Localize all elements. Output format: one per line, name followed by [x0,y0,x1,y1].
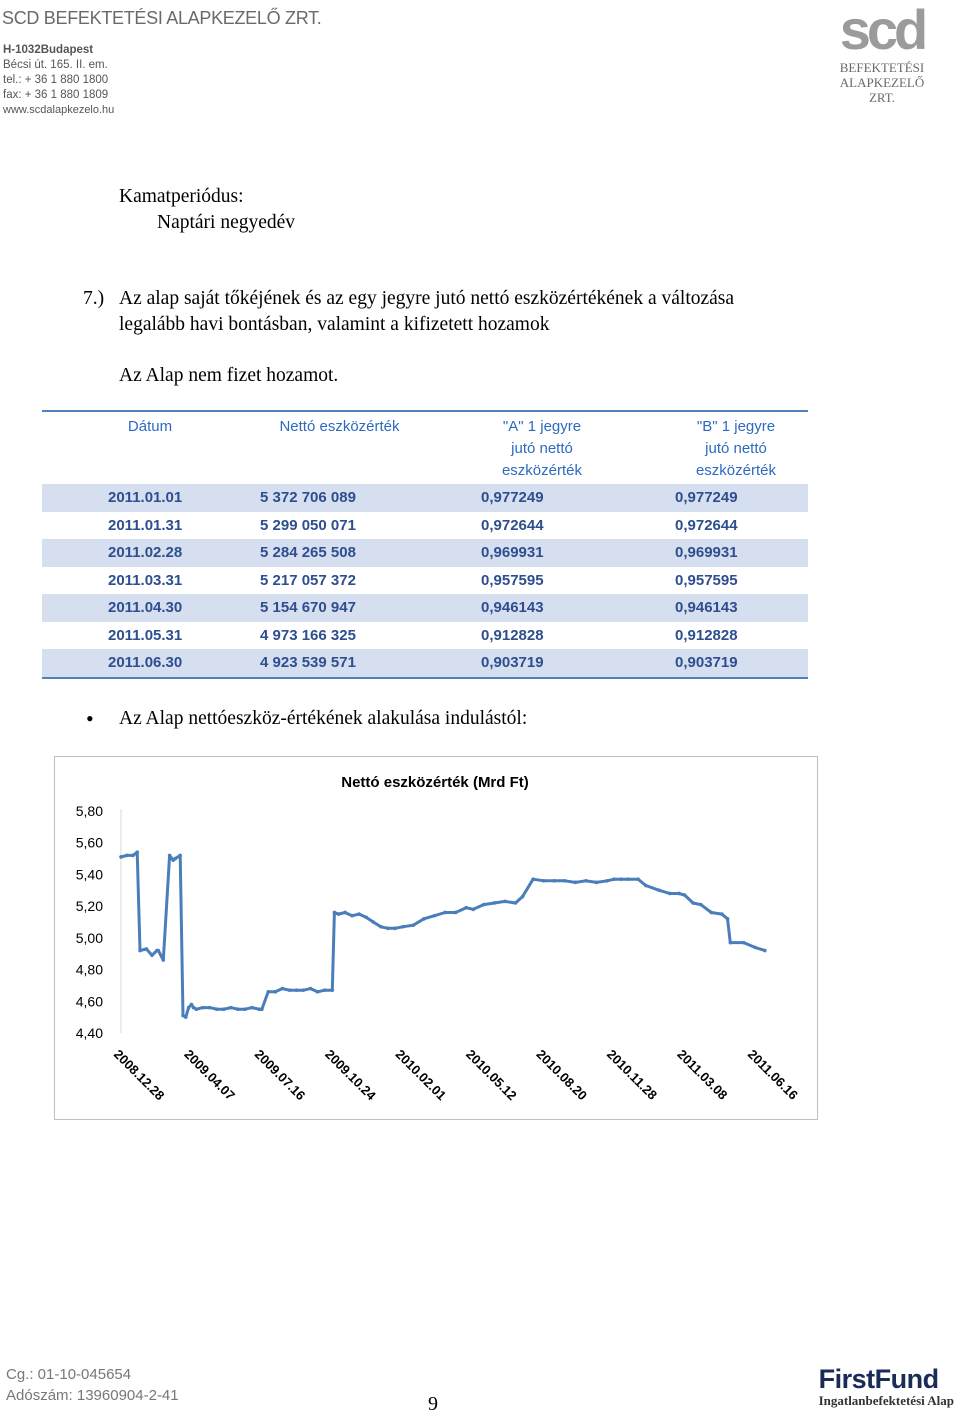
nav-data-point [691,901,695,905]
scd-logo-sub1: BEFEKTETÉSI [839,60,925,75]
x-tick-label: 2008.12.28 [110,1046,168,1104]
header-a-line3: eszközérték [501,462,583,479]
nav-data-point [503,900,507,904]
nav-data-point [412,923,416,927]
nav-data-point [260,1007,264,1011]
nav-table [42,410,808,679]
nav-data-point [184,1015,188,1019]
x-tick-label: 2009.07.16 [251,1046,309,1104]
cg-number: Cg.: 01-10-045654 [6,1366,132,1383]
nav-data-point [482,903,486,907]
table-cell: 2011.04.30 [108,599,183,616]
nav-data-point [454,911,458,915]
section-number: 7.) [83,288,105,309]
table-cell: 5 372 706 089 [260,489,356,506]
header-b-unit [666,416,806,482]
nav-data-point [464,906,468,910]
table-cell: 0,957595 [481,571,544,589]
table-header [42,410,808,484]
nav-data-point [584,879,588,883]
table-cell: 2011.01.01 [108,489,183,506]
section-heading-line2: legalább havi bontásban, valamint a kifizetett hozamok [119,314,550,335]
nav-data-point [386,927,390,931]
table-cell: 2011.01.31 [108,516,183,534]
kamat-label: Kamatperiódus: [119,186,244,207]
nav-data-point [742,941,746,945]
y-tick-label: 5,40 [75,866,103,883]
nav-data-point [295,988,299,992]
nav-data-point [125,854,129,858]
nav-data-point [605,879,609,883]
nav-data-point [157,949,161,953]
nav-data-point [145,947,149,951]
x-tick-label: 2009.04.07 [181,1046,238,1104]
firstfund-name: FirstFund [818,1364,939,1394]
nav-data-point [677,892,681,896]
table-row [42,594,808,622]
x-tick-label: 2011.03.08 [674,1046,731,1103]
header-date [90,416,210,438]
table-cell: 0,972644 [481,516,544,534]
phone-line: tel.: + 36 1 880 1800 [3,74,109,86]
table-cell: 5 154 670 947 [260,599,356,616]
table-cell: 0,977249 [481,489,544,506]
address-line: Bécsi út. 165. II. em. [3,59,108,71]
table-cell: 2011.05.31 [108,626,183,644]
nav-data-point [135,850,139,854]
nav-data-point [371,920,375,924]
header-b-line2: jutó nettó [705,440,767,457]
scd-logo-sub2: ALAPKEZELŐ ZRT. [839,75,925,105]
nav-data-point [401,925,405,929]
bullet-icon: • [86,706,94,731]
x-tick-label: 2011.06.16 [744,1046,801,1103]
nav-data-point [636,877,640,881]
nav-data-point [726,917,730,921]
table-cell: 5 217 057 372 [260,571,356,589]
table-row [42,649,808,679]
nav-data-point [514,901,518,905]
table-cell: 0,903719 [481,654,544,671]
table-cell: 0,969931 [481,544,544,561]
nav-data-point [288,988,292,992]
nav-data-point [763,949,767,953]
nav-data-point [542,879,546,883]
nav-data-point [323,988,327,992]
x-tick-label: 2010.02.01 [392,1046,450,1104]
table-cell: 0,912828 [675,626,738,644]
nav-data-point [531,877,535,881]
scd-logo [826,0,938,105]
header-b-line3: eszközérték [695,462,777,479]
page-number: 9 [428,1393,438,1415]
table-cell: 4 973 166 325 [260,626,356,644]
nav-data-point [710,911,714,915]
table-cell: 2011.06.30 [108,654,183,671]
nav-data-point [150,954,154,958]
nav-data-point [201,1006,205,1010]
nav-data-point [138,949,142,953]
firstfund-logo [819,1365,954,1409]
x-tick-label: 2009.10.24 [322,1046,379,1104]
x-tick-label: 2010.08.20 [533,1046,591,1104]
header-a-line1: "A" 1 jegyre [502,418,582,435]
nav-data-point [720,912,724,916]
nav-data-point [331,988,335,992]
header-a-line2: jutó nettó [511,440,573,457]
table-cell: 4 923 539 571 [260,654,356,671]
y-tick-label: 5,20 [75,898,103,915]
nav-data-point [729,941,733,945]
section-heading-line1: Az alap saját tőkéjének és az egy jegyre jutó nettó eszközértékének a változása [119,288,735,309]
table-cell: 0,903719 [675,654,738,671]
nav-data-point [422,917,426,921]
table-body [42,484,808,679]
nav-data-point [243,1007,247,1011]
table-cell: 5 284 265 508 [260,544,356,561]
y-tick-label: 5,00 [75,929,103,946]
nav-data-point [644,884,648,888]
y-tick-label: 5,80 [75,803,103,819]
nav-data-point [195,1007,199,1011]
table-cell: 2011.02.28 [108,544,183,561]
table-row [42,484,808,512]
x-tick-label: 2010.11.28 [603,1046,661,1103]
table-cell: 0,946143 [481,599,544,616]
nav-data-point [302,988,306,992]
x-ticks [111,1047,801,1104]
header-nav-text: Nettó eszközérték [279,418,400,435]
nav-data-point [229,1006,233,1010]
scd-logo-mark: scd [839,0,925,61]
nav-data-point [273,990,277,994]
header-date-text: Dátum [127,418,173,435]
table-row [42,567,808,595]
nav-data-point [119,855,123,859]
nav-data-point [161,958,165,962]
company-name: SCD BEFEKTETÉSI ALAPKEZELŐ ZRT. [2,8,322,28]
chart-intro: Az Alap nettóeszköz-értékének alakulása indulástól: [119,708,528,729]
y-tick-label: 4,60 [75,993,103,1010]
nav-data-point [699,903,703,907]
nav-data-point [168,854,172,858]
nav-data-point [552,879,556,883]
website-link[interactable]: www.scdalapkezelo.hu [3,104,115,116]
header-nav [262,416,417,438]
nav-data-point [337,912,341,916]
nav-data-point [316,990,320,994]
nav-data-point [595,881,599,885]
nav-data-point [433,914,437,918]
chart-title: Nettó eszközérték (Mrd Ft) [341,774,529,791]
nav-data-point [668,892,672,896]
table-cell: 0,972644 [675,516,738,534]
nav-series-line [121,852,765,1017]
nav-data-point [208,1006,212,1010]
address-line: H-1032Budapest [3,44,94,56]
nav-data-point [471,908,475,912]
x-tick-label: 2010.05.12 [463,1046,520,1104]
nav-data-point [357,912,361,916]
nav-data-point [187,1006,191,1010]
nav-data-point [379,925,383,929]
fax-line: fax: + 36 1 880 1809 [3,89,109,101]
nav-data-point [236,1007,240,1011]
nav-data-point [281,987,285,991]
nav-data-point [364,915,368,919]
y-tick-label: 5,60 [75,834,103,851]
table-row [42,512,808,540]
nav-chart [54,756,818,1120]
nav-data-point [215,1007,219,1011]
firstfund-sub: Ingatlanbefektetési Alap [818,1393,954,1408]
table-cell: 0,977249 [675,489,738,506]
nav-data-point [309,987,313,991]
nav-data-point [619,877,623,881]
nav-data-point [443,911,447,915]
table-cell: 5 299 050 071 [260,516,356,534]
y-tick-label: 4,40 [75,1025,103,1041]
nav-data-point [563,879,567,883]
nav-data-point [393,927,397,931]
nav-data-point [350,914,354,918]
header-b-line1: "B" 1 jegyre [696,418,776,435]
nav-data-point [657,888,661,892]
table-cell: 0,912828 [481,626,544,644]
nav-data-point [173,857,177,861]
y-tick-label: 4,80 [75,961,103,978]
nav-data-point [250,1006,254,1010]
tax-number: Adószám: 13960904-2-41 [6,1387,179,1404]
nav-data-point [178,854,182,858]
nav-data-point [683,893,687,897]
table-cell: 2011.03.31 [108,571,183,589]
table-cell: 0,969931 [675,544,738,561]
no-yield-note: Az Alap nem fizet hozamot. [119,365,339,386]
nav-chart-svg [55,757,817,1119]
table-cell: 0,946143 [675,599,738,616]
nav-data-point [612,877,616,881]
nav-data-point [190,1003,194,1007]
header-a-unit [472,416,612,482]
nav-data-point [266,990,270,994]
nav-data-point [626,877,630,881]
nav-data-point [333,911,337,915]
nav-data-point [343,911,347,915]
table-row [42,622,808,650]
nav-data-point [753,946,757,950]
nav-data-point [574,881,578,885]
y-ticks [76,803,103,1041]
table-cell: 0,957595 [675,571,738,589]
nav-data-point [493,901,497,905]
kamat-value: Naptári negyedév [157,212,296,233]
table-row [42,539,808,567]
nav-data-point [222,1007,226,1011]
nav-data-point [521,895,525,899]
nav-data-point [131,854,135,858]
